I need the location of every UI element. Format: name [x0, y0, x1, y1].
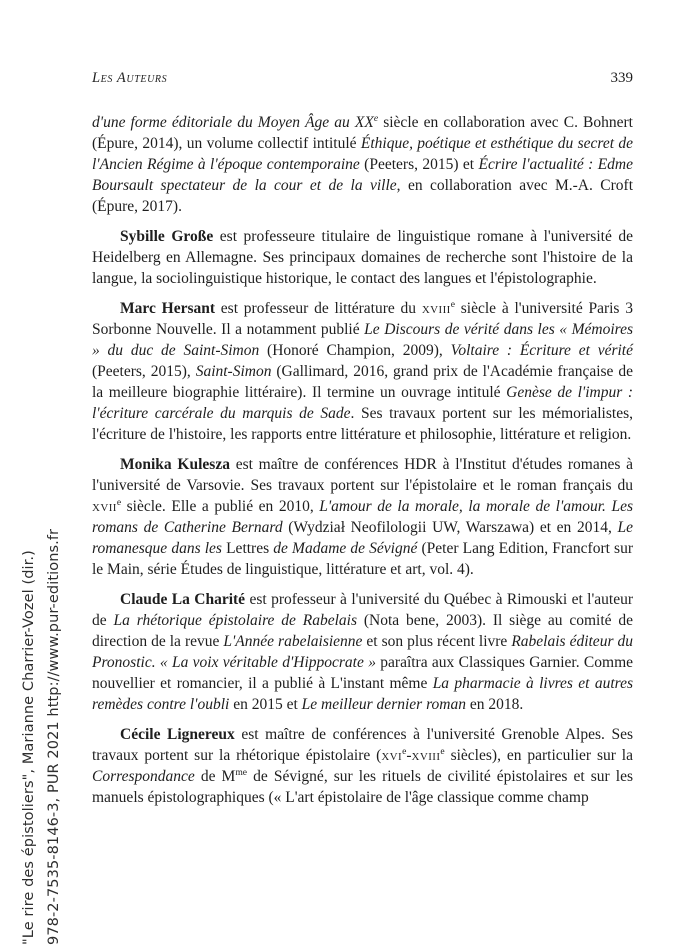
- text-segment: (Peeters, 2015) et: [359, 156, 479, 173]
- text-segment: e: [373, 112, 379, 124]
- text-segment: (Wydział Neofilologii UW, Warszawa) et en 2014,: [282, 519, 618, 536]
- text-segment: Saint-Simon: [195, 363, 272, 380]
- text-segment: (Nota bene, 2003). Il siège au comité de direction de la revue: [92, 612, 633, 650]
- running-header: [92, 70, 633, 87]
- text-segment: xviii: [411, 747, 441, 764]
- text-segment: Le Discours de vérité dans les « Mémoires » du duc de Saint-Simon: [92, 321, 633, 359]
- text-segment: Éthique, poétique et esthétique du secret de l'Ancien Régime à l'époque contemporaine: [92, 135, 633, 173]
- text-segment: (Honoré Champion, 2009),: [259, 342, 451, 359]
- text-segment: siècle à l'université Paris 3 Sorbonne Nouvelle. Il a notamment publié: [92, 300, 633, 338]
- text-segment: -: [406, 747, 412, 764]
- text-segment: L'Année rabelaisienne: [223, 633, 363, 650]
- text-segment: Sybille Große: [120, 228, 214, 245]
- text-segment: Voltaire : Écriture et vérité: [450, 342, 633, 359]
- text-segment: . Ses travaux portent sur les mémorialistes, l'écriture de l'histoire, les rapports entre littérature et philosophie, littérature et religion.: [92, 405, 633, 443]
- text-segment: e: [440, 745, 445, 757]
- text-segment: d'une forme éditoriale du Moyen Âge au XX: [92, 114, 374, 131]
- text-segment: La pharmacie à livres et autres remèdes contre l'oubli: [92, 675, 633, 713]
- spine-line-title-author: "Le rire des épistoliers", Marianne Charrier-Vozel (dir.): [21, 550, 37, 945]
- text-segment: (Peeters, 2015),: [92, 363, 196, 380]
- text-segment: e: [402, 745, 407, 757]
- text-segment: de Madame de Sévigné: [269, 540, 418, 557]
- text-segment: xvii: [92, 498, 117, 515]
- text-segment: siècle. Elle a publié en 2010,: [121, 498, 320, 515]
- text-segment: siècle en collaboration avec C. Bohnert (Épure, 2014), un volume collectif intitulé: [92, 114, 633, 152]
- paragraph: [92, 112, 633, 217]
- text-segment: Genèse de l'impur : l'écriture carcérale du marquis de Sade: [92, 384, 634, 422]
- paragraph: [92, 724, 633, 808]
- text-segment: L'amour de la morale, la morale de l'amour. Les romans de Catherine Bernard: [92, 498, 633, 536]
- text-segment: et son plus récent livre: [362, 633, 512, 650]
- text-segment: Monika Kulesza: [120, 456, 230, 473]
- text-segment: Rabelais éditeur du Pronostic. « La voix véritable d'Hippocrate »: [92, 633, 633, 671]
- paragraph: [92, 454, 633, 580]
- text-segment: est maître de conférences HDR à l'Institut d'études romanes à l'université de Varsovie. Ses travaux portent sur l'épistolaire et le roman français du: [92, 456, 633, 494]
- text-segment: (Peter Lang Edition, Francfort sur le Main, série Études de linguistique, littérature et art, vol. 4).: [92, 540, 633, 578]
- spine-citation: [17, 529, 67, 945]
- text-segment: xvi: [381, 747, 403, 764]
- text-segment: paraîtra aux Classiques Garnier. Comme nouvellier et romancier, il a publié à L'instant même: [92, 654, 634, 692]
- text-segment: Cécile Lignereux: [120, 726, 235, 743]
- page-content: [92, 70, 633, 817]
- text-segment: xviii: [421, 300, 451, 317]
- text-segment: Le romanesque dans les: [92, 519, 633, 557]
- running-title: Les Auteurs: [92, 70, 168, 86]
- spine-line-isbn-publisher-url: 978-2-7535-8146-3, PUR 2021 http://www.pur-editions.fr: [46, 528, 62, 945]
- text-segment: en 2018.: [465, 696, 524, 713]
- text-segment: e: [116, 496, 122, 508]
- text-segment: Le meilleur dernier roman: [301, 696, 466, 713]
- paragraph: [92, 226, 633, 289]
- text-segment: Claude La Charité: [120, 591, 246, 608]
- text-segment: est professeure titulaire de linguistique romane à l'université de Heidelberg en Allemagne. Ses principaux domaines de recherche sont l'histoire de la langue, la sociolinguistique historique, le contact des langues et l'épistolographie.: [92, 228, 634, 287]
- text-segment: me: [235, 766, 248, 778]
- body-text: [92, 112, 633, 808]
- text-segment: e: [450, 298, 455, 310]
- text-segment: de Sévigné, sur les rituels de civilité épistolaires et sur les manuels épistolographiques (« L'art épistolaire de l'âge classique comme champ: [92, 768, 633, 806]
- text-segment: (Gallimard, 2016, grand prix de l'Académie française de la meilleure biographie littéraire). Il termine un ouvrage intitulé: [92, 363, 633, 401]
- text-segment: Marc Hersant: [120, 300, 216, 317]
- text-segment: La rhétorique épistolaire de Rabelais: [113, 612, 357, 629]
- text-segment: Correspondance: [92, 768, 195, 785]
- page-number: 339: [610, 70, 633, 86]
- text-segment: est maître de conférences à l'université Grenoble Alpes. Ses travaux portent sur la rhétorique épistolaire (: [92, 726, 633, 764]
- text-segment: est professeur à l'université du Québec à Rimouski et l'auteur de: [92, 591, 633, 629]
- text-segment: Écrire l'actualité : Edme Boursault spectateur de la cour et de la ville: [92, 156, 633, 194]
- text-segment: de M: [194, 768, 236, 785]
- text-segment: est professeur de littérature du: [215, 300, 422, 317]
- text-segment: siècles), en particulier sur la: [444, 747, 633, 764]
- text-segment: , en collaboration avec M.-A. Croft (Épure, 2017).: [92, 177, 634, 215]
- text-segment: Lettres: [226, 540, 270, 557]
- paragraph: [92, 298, 633, 445]
- text-segment: en 2015 et: [229, 696, 302, 713]
- paragraph: [92, 589, 633, 715]
